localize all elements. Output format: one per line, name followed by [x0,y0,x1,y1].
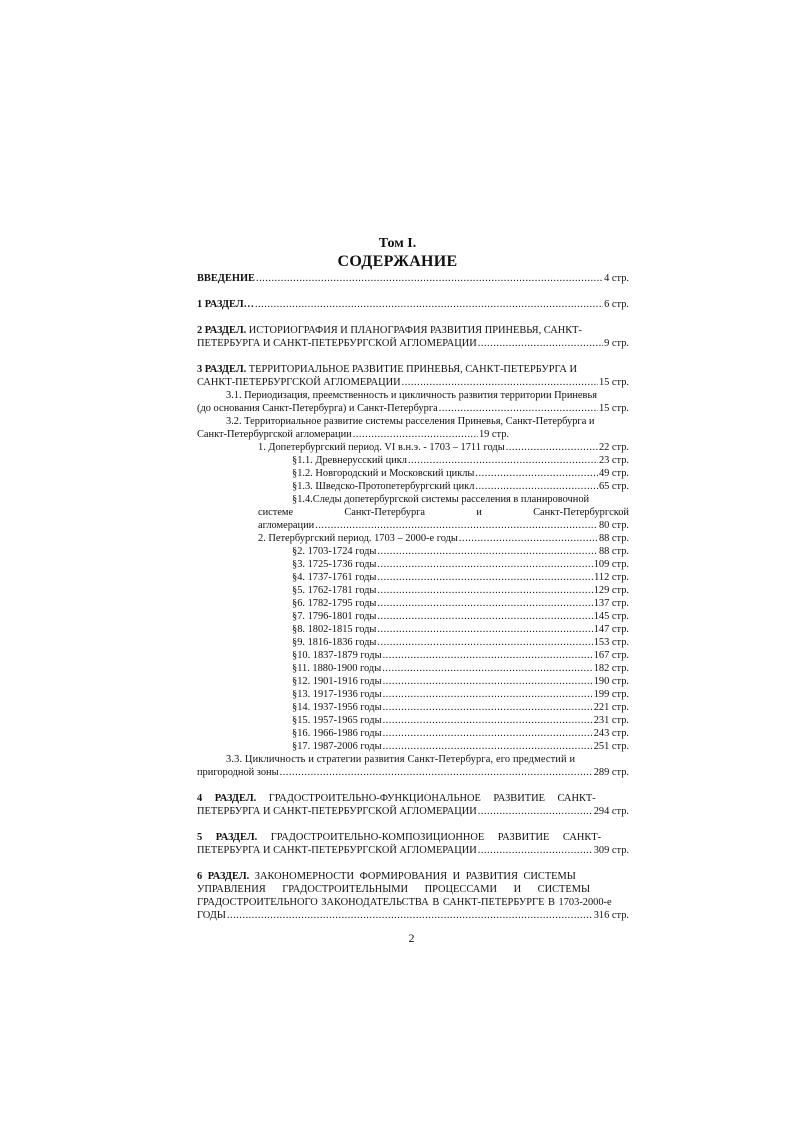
dot-leader [383,714,593,727]
dot-leader [255,298,603,311]
toc-label: §9. 1816-1836 годы [292,637,377,648]
toc-page: 251 стр. [593,741,629,752]
toc-label: 2. Петербургский период. 1703 – 2000-е годы [258,533,458,544]
toc-label: §5. 1762-1781 годы [292,585,377,596]
toc-label: §4. 1737-1761 годы [292,572,377,583]
section-title: ГРАДОСТРОИТЕЛЬНО-ФУНКЦИОНАЛЬНОЕ РАЗВИТИЕ САНКТ- [268,793,596,804]
toc-page: 190 стр. [593,676,629,687]
toc-entry-paragraph[interactable] [292,727,629,740]
toc-entry-paragraph[interactable] [292,662,629,675]
toc-page: 137 стр. [593,598,629,609]
toc-page: 231 стр. [593,715,629,726]
dot-leader [377,584,592,597]
justified-word: Санкт-Петербурга [344,507,426,518]
toc-entry-section-6-line4[interactable] [197,909,629,922]
dot-leader [227,909,593,922]
toc-page: 19 стр. [478,429,509,440]
toc-label: §11. 1880-1900 годы [292,663,382,674]
toc-label: §12. 1901-1916 годы [292,676,382,687]
toc-entry-intro[interactable] [197,272,629,285]
page-number: 2 [408,931,415,945]
toc-entry-paragraph[interactable] [292,480,629,493]
toc-entry-period-1[interactable] [258,441,629,454]
toc-label: 1 РАЗДЕЛ… [197,299,254,310]
dot-leader [383,649,593,662]
toc-label: §2. 1703-1724 годы [292,546,377,557]
toc-label: §17. 1987-2006 годы [292,741,382,752]
dot-leader [377,545,598,558]
toc-page: 15 стр. [598,377,629,388]
toc-label: §1.3. Шведско-Протопетербургский цикл [292,481,475,492]
section-title-cont: САНКТ-ПЕТЕРБУРГСКОЙ АГЛОМЕРАЦИИ [197,377,401,388]
toc-entry-paragraph[interactable] [292,545,629,558]
toc-entry-1-4-line3[interactable] [258,519,629,532]
dot-leader [377,610,592,623]
toc-page: 6 стр. [604,299,629,310]
dot-leader [439,402,598,415]
toc-entry-paragraph[interactable] [292,610,629,623]
toc-page: 182 стр. [593,663,629,674]
dot-leader [382,662,593,675]
toc-entry-section-4-line2[interactable] [197,805,629,818]
toc-entry-section-5-line2[interactable] [197,844,629,857]
toc-page: 243 стр. [593,728,629,739]
dot-leader [478,844,593,857]
toc-entry-paragraph[interactable] [292,623,629,636]
toc-entry-3-2-line2[interactable] [197,428,509,441]
dot-leader [377,571,593,584]
toc-entry-paragraph[interactable] [292,597,629,610]
toc-entry-section-3-line2[interactable] [197,376,629,389]
section-title: ИСТОРИОГРАФИЯ И ПЛАНОГРАФИЯ РАЗВИТИЯ ПРИНЕВЬЯ, САНКТ- [248,325,582,336]
section-number: 5 РАЗДЕЛ. [197,832,258,843]
section-title-cont: ГОДЫ [197,910,226,921]
toc-label: агломерации [258,520,315,531]
dot-leader [280,766,593,779]
dot-leader [377,558,592,571]
toc-label: §14. 1937-1956 годы [292,702,382,713]
toc-label: ВВЕДЕНИЕ [197,273,255,284]
dot-leader [383,740,593,753]
toc-label: §10. 1837-1879 годы [292,650,382,661]
dot-leader [256,272,603,285]
section-title-cont: ПЕТЕРБУРГА И САНКТ-ПЕТЕРБУРГСКОЙ АГЛОМЕРАЦИИ [197,806,477,817]
toc-label: §15. 1957-1965 годы [292,715,382,726]
toc-entry-3-1-line2[interactable] [197,402,629,415]
toc-page: 22 стр. [598,442,629,453]
toc-page: 145 стр. [593,611,629,622]
toc-label: §8. 1802-1815 годы [292,624,377,635]
section-title: ГРАДОСТРОИТЕЛЬНО-КОМПОЗИЦИОННОЕ РАЗВИТИЕ САНКТ- [270,832,602,843]
toc-page: 88 стр. [598,546,629,557]
toc-page: 221 стр. [593,702,629,713]
justified-word: системе [258,507,294,518]
section-title-cont: ПЕТЕРБУРГА И САНКТ-ПЕТЕРБУРГСКОЙ АГЛОМЕРАЦИИ [197,845,477,856]
dot-leader [383,688,593,701]
toc-page: 49 стр. [598,468,629,479]
toc-entry-paragraph[interactable] [292,467,629,480]
page-title: СОДЕРЖАНИЕ [337,253,458,270]
toc-page: 65 стр. [598,481,629,492]
toc-entry-section-1[interactable] [197,298,629,311]
toc-entry-section-2[interactable] [197,324,582,337]
toc-entry-3-3[interactable]: 3.3. Цикличность и стратегии развития Санкт-Петербурга, его предместий и [226,754,576,765]
toc-page: 9 стр. [604,338,629,349]
toc-page: 147 стр. [593,624,629,635]
toc-label: §6. 1782-1795 годы [292,598,377,609]
toc-entry-paragraph[interactable] [292,558,629,571]
toc-page: 199 стр. [593,689,629,700]
toc-entry-paragraph[interactable] [292,649,629,662]
section-number: 2 РАЗДЕЛ. [197,325,247,336]
toc-entry-paragraph[interactable] [292,701,629,714]
toc-entry-paragraph[interactable] [292,688,629,701]
dot-leader [478,805,593,818]
dot-leader [377,597,592,610]
toc-label: пригородной зоны [197,767,279,778]
toc-entry-paragraph[interactable] [292,675,629,688]
toc-label: Санкт-Петербургской агломерации [197,429,352,440]
toc-label: 1. Допетербургский период. VI в.н.э. - 1703 – 1711 годы [258,442,505,453]
toc-page: 167 стр. [593,650,629,661]
toc-page: 112 стр. [594,572,629,583]
toc-page: 294 стр. [593,806,629,817]
dot-leader [402,376,598,389]
toc-entry-3-2[interactable]: 3.2. Территориальное развитие системы расселения Приневья, Санкт-Петербурга и [226,416,595,427]
toc-page: 80 стр. [598,520,629,531]
toc-entry-1-4-line2[interactable] [258,506,629,519]
dot-leader [408,454,598,467]
section-title-cont: ПЕТЕРБУРГА И САНКТ-ПЕТЕРБУРГСКОЙ АГЛОМЕРАЦИИ [197,338,477,349]
toc-page: 289 стр. [593,767,629,778]
toc-label: (до основания Санкт-Петербурга) и Санкт-Петербурга [197,403,438,414]
toc-entry-section-5[interactable] [197,831,601,844]
toc-entry-section-6-line3: ГРАДОСТРОИТЕЛЬНОГО ЗАКОНОДАТЕЛЬСТВА В САНКТ-ПЕТЕРБУРГЕ В 1703-2000-е [197,897,612,908]
toc-label: §3. 1725-1736 годы [292,559,377,570]
toc-page: 129 стр. [593,585,629,596]
toc-entry-3-1[interactable]: 3.1. Периодизация, преемственность и цикличность развития территории Приневья [226,390,597,401]
dot-leader [377,636,592,649]
toc-entry-paragraph[interactable] [292,454,629,467]
toc-entry-paragraph[interactable] [292,740,629,753]
toc-entry-3-3-line2[interactable] [197,766,629,779]
toc-entry-paragraph[interactable] [292,584,629,597]
dot-leader [353,428,478,441]
section-number: 3 РАЗДЕЛ. [197,364,247,375]
toc-label: §7. 1796-1801 годы [292,611,377,622]
toc-entry-period-2[interactable] [258,532,629,545]
toc-entry-1-4[interactable]: §1.4.Следы допетербургской системы расселения в планировочной [292,494,590,505]
toc-page: 88 стр. [598,533,629,544]
toc-entry-section-6[interactable] [197,870,576,883]
toc-entry-section-2-line2[interactable] [197,337,629,350]
dot-leader [315,519,598,532]
toc-label: §1.2. Новгородский и Московский циклы [292,468,475,479]
toc-entry-section-3[interactable] [197,363,577,376]
justified-word: Санкт-Петербургской [533,507,629,518]
section-title: ЗАКОНОМЕРНОСТИ ФОРМИРОВАНИЯ И РАЗВИТИЯ СИСТЕМЫ [254,871,576,882]
toc-entry-section-6-line2: УПРАВЛЕНИЯ ГРАДОСТРОИТЕЛЬНЫМИ ПРОЦЕССАМИ И СИСТЕМЫ [197,884,591,895]
section-title: ТЕРРИТОРИАЛЬНОЕ РАЗВИТИЕ ПРИНЕВЬЯ, САНКТ-ПЕТЕРБУРГА И [248,364,577,375]
dot-leader [459,532,598,545]
volume-title: Том I. [378,236,417,251]
section-number: 4 РАЗДЕЛ. [197,793,257,804]
toc-label: §16. 1966-1986 годы [292,728,382,739]
dot-leader [475,480,598,493]
toc-entry-paragraph[interactable] [292,571,629,584]
toc-page: 153 стр. [593,637,629,648]
toc-page: 309 стр. [593,845,629,856]
dot-leader [377,623,592,636]
dot-leader [383,675,593,688]
toc-label: §1.1. Древнерусский цикл [292,455,407,466]
toc-label: §13. 1917-1936 годы [292,689,382,700]
toc-page: 109 стр. [593,559,629,570]
toc-entry-paragraph[interactable] [292,714,629,727]
toc-page: 23 стр. [598,455,629,466]
justified-word: и [476,507,482,518]
toc-page: 4 стр. [604,273,629,284]
toc-entry-section-4[interactable] [197,792,596,805]
dot-leader [383,701,593,714]
dot-leader [383,727,593,740]
toc-page: 15 стр. [598,403,629,414]
dot-leader [478,337,603,350]
section-number: 6 РАЗДЕЛ. [197,871,250,882]
dot-leader [506,441,598,454]
toc-entry-paragraph[interactable] [292,636,629,649]
dot-leader [475,467,598,480]
toc-page: 316 стр. [593,910,629,921]
